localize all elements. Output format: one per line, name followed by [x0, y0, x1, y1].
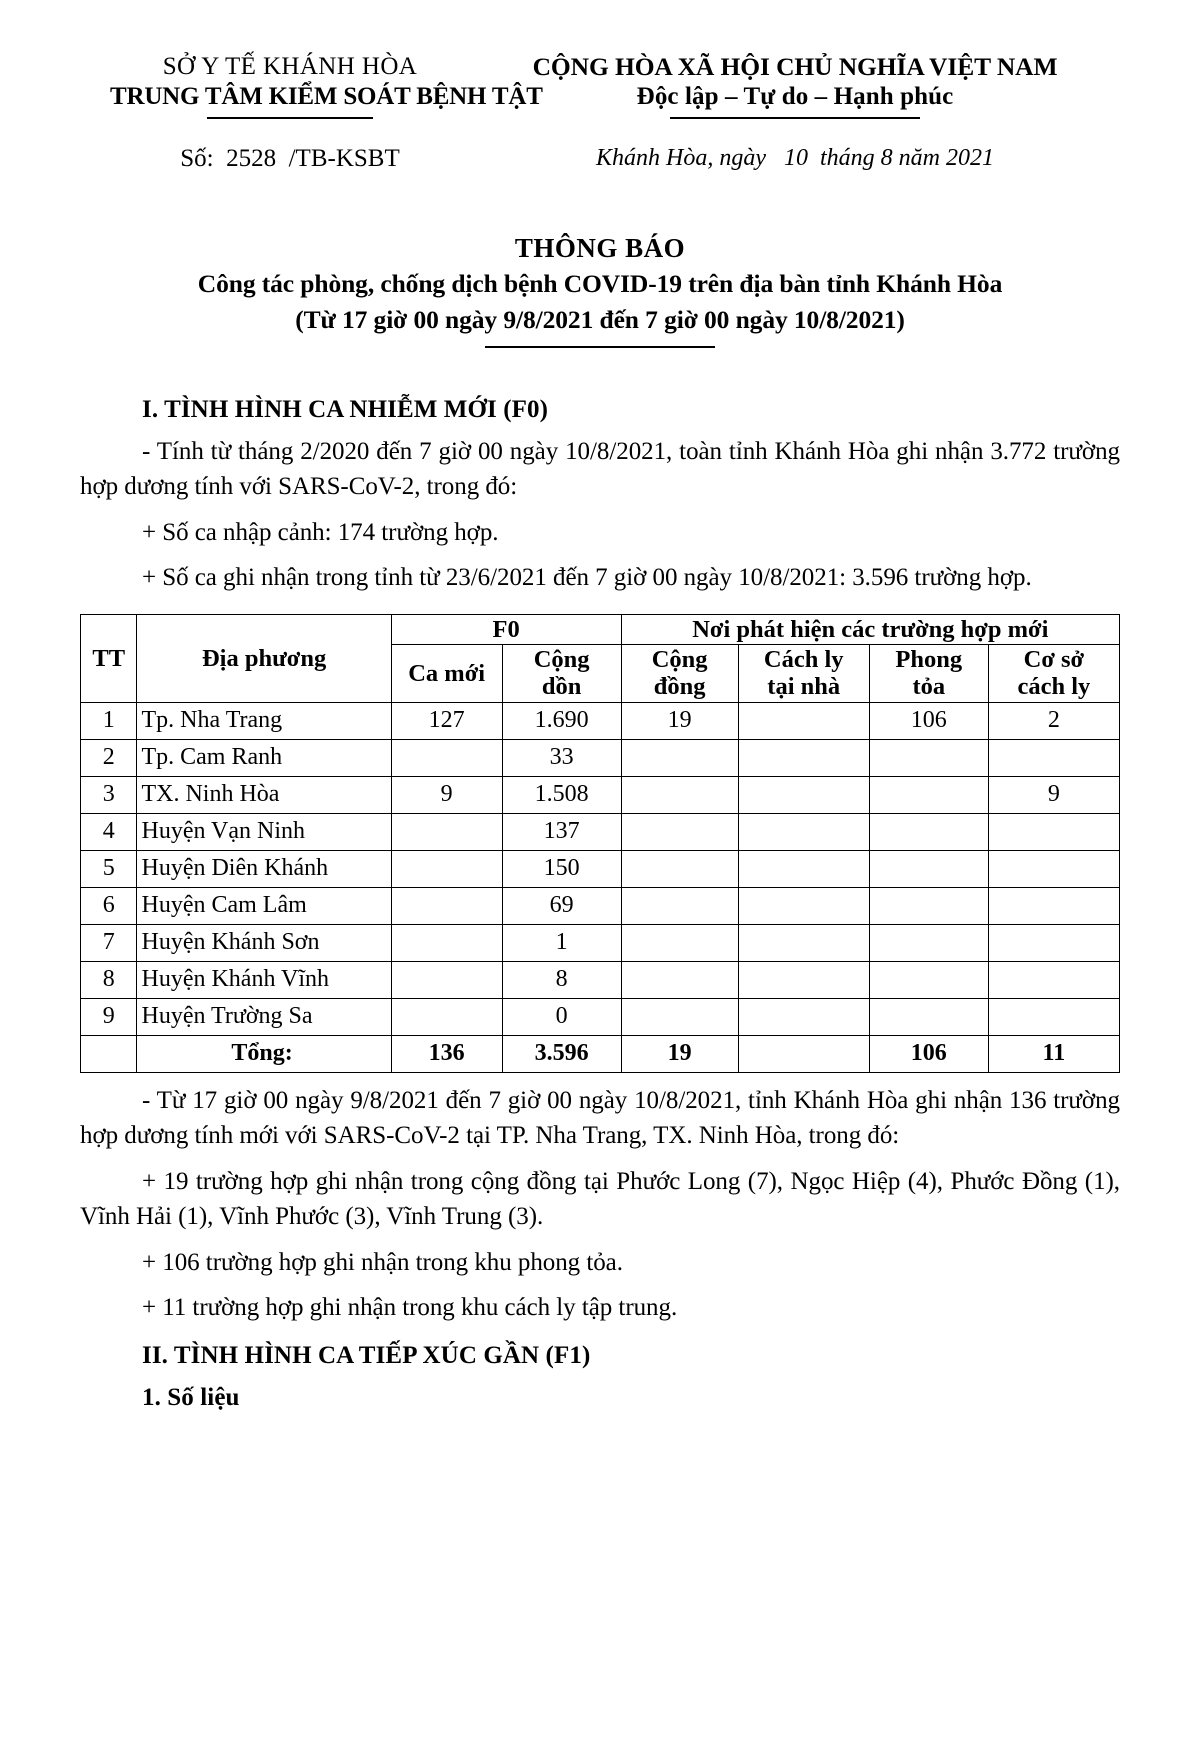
- header-new-cases-label: Ca mới: [408, 659, 486, 687]
- cell-cumulative: 33: [502, 739, 621, 776]
- f0-cases-table: [80, 614, 1120, 1073]
- cell-facility: [988, 998, 1119, 1035]
- cell-facility: [988, 887, 1119, 924]
- total-cell-tt: [81, 1035, 137, 1072]
- cell-cumulative: 1.690: [502, 702, 621, 739]
- cell-new-cases: [391, 998, 502, 1035]
- title-block: [0, 231, 1200, 348]
- cell-lockdown: [869, 739, 988, 776]
- cell-lockdown: [869, 961, 988, 998]
- header-home-quarantine-line1: Cách ly: [763, 646, 844, 674]
- total-community: 19: [621, 1035, 738, 1072]
- cell-community: [621, 998, 738, 1035]
- table-row: [81, 776, 1120, 813]
- header-facility-line1: Cơ sở: [1023, 646, 1085, 674]
- table-row: [81, 998, 1120, 1035]
- header-group-detection-place: Nơi phát hiện các trường hợp mới: [621, 614, 1119, 644]
- cell-facility: [988, 739, 1119, 776]
- cell-cumulative: 69: [502, 887, 621, 924]
- cell-locality: Huyện Cam Lâm: [137, 887, 391, 924]
- section-1-paragraph-5: + 19 trường hợp ghi nhận trong cộng đồng tại Phước Long (7), Ngọc Hiệp (4), Phước Đồng (1), Vĩnh Hải (1), Vĩnh Phước (3), Vĩnh Trung (3).: [80, 1167, 1120, 1231]
- cell-home-quarantine: [738, 702, 869, 739]
- header-cumulative-line1: Cộng: [533, 646, 590, 674]
- document-number: Số: 2528 /TB-KSBT: [180, 145, 400, 173]
- document-type-title: THÔNG BÁO: [514, 233, 686, 264]
- cell-lockdown: [869, 924, 988, 961]
- total-facility: 11: [988, 1035, 1119, 1072]
- cell-tt: 6: [81, 887, 137, 924]
- section-1-paragraph-7: + 11 trường hợp ghi nhận trong khu cách ly tập trung.: [142, 1294, 678, 1322]
- section-2-heading: II. TÌNH HÌNH CA TIẾP XÚC GẦN (F1): [142, 1341, 591, 1369]
- total-label: Tổng:: [137, 1035, 391, 1072]
- cell-new-cases: [391, 813, 502, 850]
- cell-home-quarantine: [738, 813, 869, 850]
- table-row: [81, 850, 1120, 887]
- cell-new-cases: 127: [391, 702, 502, 739]
- national-heading-block: [470, 52, 1120, 119]
- section-1-heading: I. TÌNH HÌNH CA NHIỄM MỚI (F0): [142, 395, 549, 423]
- body-content-after-table: [80, 1083, 1120, 1412]
- cell-community: [621, 776, 738, 813]
- cell-facility: 2: [988, 702, 1119, 739]
- section-1-paragraph-6: + 106 trường hợp ghi nhận trong khu phong tỏa.: [142, 1248, 623, 1276]
- cell-cumulative: 150: [502, 850, 621, 887]
- section-2-subheading-1: 1. Số liệu: [142, 1383, 240, 1411]
- masthead: [80, 0, 1120, 119]
- cell-lockdown: [869, 776, 988, 813]
- cell-cumulative: 1.508: [502, 776, 621, 813]
- cell-tt: 8: [81, 961, 137, 998]
- header-home-quarantine-line2: tại nhà: [767, 673, 841, 701]
- cell-new-cases: [391, 739, 502, 776]
- agency-department-name: SỞ Y TẾ KHÁNH HÒA: [162, 53, 418, 80]
- header-community: [621, 645, 738, 703]
- cell-lockdown: [869, 998, 988, 1035]
- cell-locality: Huyện Trường Sa: [137, 998, 391, 1035]
- cell-tt: 5: [81, 850, 137, 887]
- header-lockdown-line1: Phong: [895, 646, 963, 674]
- section-1-paragraph-2: + Số ca nhập cảnh: 174 trường hợp.: [142, 518, 499, 546]
- header-quarantine-facility: [988, 645, 1119, 703]
- cell-locality: Huyện Diên Khánh: [137, 850, 391, 887]
- national-title: CỘNG HÒA XÃ HỘI CHỦ NGHĨA VIỆT NAM: [532, 52, 1058, 81]
- header-community-line2: đồng: [653, 673, 706, 701]
- table-total-row: [81, 1035, 1120, 1072]
- cell-community: [621, 850, 738, 887]
- cell-tt: 9: [81, 998, 137, 1035]
- cell-home-quarantine: [738, 739, 869, 776]
- cell-locality: Huyện Khánh Vĩnh: [137, 961, 391, 998]
- cell-new-cases: [391, 961, 502, 998]
- cell-home-quarantine: [738, 887, 869, 924]
- cell-tt: 3: [81, 776, 137, 813]
- header-locality: Địa phương: [137, 614, 391, 702]
- header-community-line1: Cộng: [651, 646, 708, 674]
- cell-cumulative: 1: [502, 924, 621, 961]
- cell-home-quarantine: [738, 850, 869, 887]
- cell-tt: 1: [81, 702, 137, 739]
- table-row: [81, 961, 1120, 998]
- header-facility-line2: cách ly: [1017, 673, 1091, 701]
- cell-locality: Tp. Nha Trang: [137, 702, 391, 739]
- total-new-cases: 136: [391, 1035, 502, 1072]
- cell-locality: Huyện Khánh Sơn: [137, 924, 391, 961]
- body-content: [80, 396, 1120, 596]
- cell-home-quarantine: [738, 998, 869, 1035]
- place-and-date: Khánh Hòa, ngày 10 tháng 8 năm 2021: [596, 145, 994, 172]
- cell-locality: Tp. Cam Ranh: [137, 739, 391, 776]
- cell-tt: 7: [81, 924, 137, 961]
- header-cumulative-line2: dồn: [541, 673, 582, 701]
- cell-facility: [988, 961, 1119, 998]
- cell-facility: [988, 850, 1119, 887]
- cell-locality: Huyện Vạn Ninh: [137, 813, 391, 850]
- table-body: [81, 702, 1120, 1072]
- cell-lockdown: [869, 887, 988, 924]
- header-group-f0: F0: [391, 614, 621, 644]
- total-home-quarantine: [738, 1035, 869, 1072]
- cell-home-quarantine: [738, 961, 869, 998]
- header-cumulative: [502, 645, 621, 703]
- national-motto-underline: [670, 117, 920, 119]
- cell-lockdown: [869, 813, 988, 850]
- cell-community: [621, 813, 738, 850]
- header-lockdown-line2: tỏa: [912, 673, 946, 701]
- cell-community: [621, 924, 738, 961]
- cell-community: [621, 887, 738, 924]
- header-tt: TT: [81, 614, 137, 702]
- document-meta-row: [80, 119, 1120, 173]
- cell-cumulative: 8: [502, 961, 621, 998]
- cell-cumulative: 137: [502, 813, 621, 850]
- table-row: [81, 887, 1120, 924]
- cell-facility: 9: [988, 776, 1119, 813]
- header-new-cases: [391, 645, 502, 703]
- cell-home-quarantine: [738, 776, 869, 813]
- cell-tt: 2: [81, 739, 137, 776]
- table-row: [81, 739, 1120, 776]
- title-underline: [485, 346, 715, 348]
- agency-underline: [207, 117, 373, 119]
- issuing-agency-block: [80, 52, 543, 119]
- document-subtitle-line1: Công tác phòng, chống dịch bệnh COVID-19 trên địa bàn tỉnh Khánh Hòa: [197, 269, 1003, 299]
- cell-facility: [988, 813, 1119, 850]
- cell-new-cases: [391, 924, 502, 961]
- cell-lockdown: 106: [869, 702, 988, 739]
- table-row: [81, 813, 1120, 850]
- section-1-paragraph-1: - Tính từ tháng 2/2020 đến 7 giờ 00 ngày 10/8/2021, toàn tỉnh Khánh Hòa ghi nhận 3.772 trường hợp dương tính với SARS-CoV-2, trong đó:: [80, 437, 1120, 501]
- table-row: [81, 924, 1120, 961]
- national-motto: Độc lập – Tự do – Hạnh phúc: [636, 83, 954, 111]
- document-subtitle-line2: (Từ 17 giờ 00 ngày 9/8/2021 đến 7 giờ 00 ngày 10/8/2021): [295, 305, 905, 335]
- total-cumulative: 3.596: [502, 1035, 621, 1072]
- cell-home-quarantine: [738, 924, 869, 961]
- cell-community: [621, 961, 738, 998]
- table-row: [81, 702, 1120, 739]
- cell-community: [621, 739, 738, 776]
- total-lockdown: 106: [869, 1035, 988, 1072]
- cell-community: 19: [621, 702, 738, 739]
- cell-new-cases: [391, 887, 502, 924]
- section-1-paragraph-4: - Từ 17 giờ 00 ngày 9/8/2021 đến 7 giờ 00 ngày 10/8/2021, tỉnh Khánh Hòa ghi nhận 136 trường hợp dương tính mới với SARS-CoV-2 tại TP. Nha Trang, TX. Ninh Hòa, trong đó:: [80, 1086, 1120, 1150]
- cell-new-cases: 9: [391, 776, 502, 813]
- cell-locality: TX. Ninh Hòa: [137, 776, 391, 813]
- cell-facility: [988, 924, 1119, 961]
- table-head: [81, 614, 1120, 702]
- header-home-quarantine: [738, 645, 869, 703]
- cell-cumulative: 0: [502, 998, 621, 1035]
- section-1-paragraph-3: + Số ca ghi nhận trong tỉnh từ 23/6/2021 đến 7 giờ 00 ngày 10/8/2021: 3.596 trường hợp.: [142, 564, 1032, 592]
- cell-tt: 4: [81, 813, 137, 850]
- cell-lockdown: [869, 850, 988, 887]
- cell-new-cases: [391, 850, 502, 887]
- header-lockdown-area: [869, 645, 988, 703]
- table-header-group-row: [81, 614, 1120, 644]
- agency-center-name: TRUNG TÂM KIỂM SOÁT BỆNH TẬT: [110, 82, 543, 110]
